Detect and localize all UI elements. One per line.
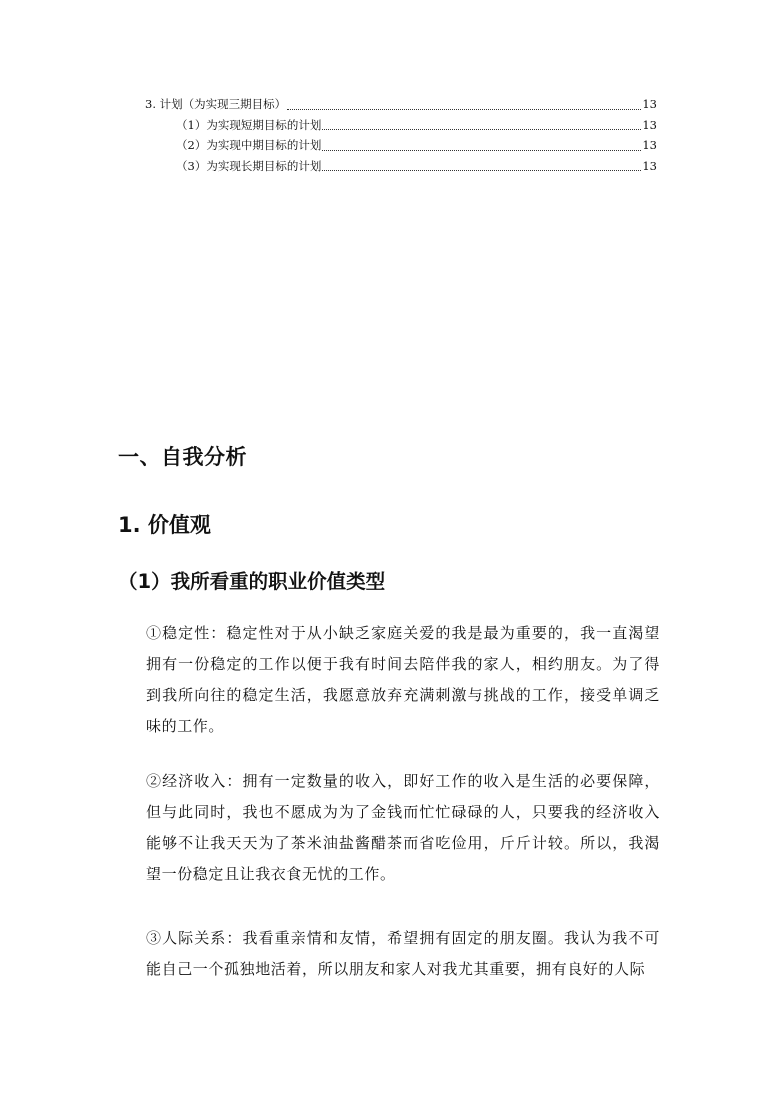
- toc-entry[interactable]: [145, 94, 657, 115]
- toc-entry-title: 3. 计划（为实现三期目标）: [145, 97, 287, 111]
- toc-entry[interactable]: [145, 115, 657, 136]
- subsubsection-heading: （1）我所看重的职业价值类型: [118, 570, 386, 593]
- paragraph-stability: ①稳定性：稳定性对于从小缺乏家庭关爱的我是最为重要的，我一直渴望拥有一份稳定的工作以便于我有时间去陪伴我的家人，相约朋友。为了得到我所向往的稳定生活，我愿意放弃充满刺激与挑战的工作，接受单调乏味的工作。: [146, 624, 660, 735]
- toc-entry-page: 13: [642, 97, 657, 111]
- toc-leader-dots: [322, 163, 641, 171]
- toc-entry-title: （3）为实现长期目标的计划: [176, 158, 322, 173]
- section-heading: 一、自我分析: [118, 445, 247, 469]
- table-of-contents: [145, 94, 657, 176]
- toc-entry-page: 13: [642, 138, 657, 152]
- toc-entry[interactable]: [145, 156, 657, 177]
- toc-leader-dots: [287, 102, 641, 110]
- subsection-heading: 1. 价值观: [118, 513, 211, 537]
- toc-entry[interactable]: [145, 135, 657, 156]
- paragraph-income: ②经济收入：拥有一定数量的收入，即好工作的收入是生活的必要保障，但与此同时，我也不愿成为为了金钱而忙忙碌碌的人，只要我的经济收入能够不让我天天为了茶米油盐酱醋茶而省吃俭用，斤斤计较。所以，我渴望一份稳定且让我衣食无忧的工作。: [146, 772, 660, 883]
- toc-entry-page: 13: [642, 117, 657, 132]
- toc-entry-title: （2）为实现中期目标的计划: [176, 138, 322, 152]
- toc-leader-dots: [322, 122, 641, 130]
- toc-entry-page: 13: [642, 158, 657, 173]
- toc-entry-title: （1）为实现短期目标的计划: [176, 117, 322, 132]
- paragraph-relationships: ③人际关系：我看重亲情和友情，希望拥有固定的朋友圈。我认为我不可能自己一个孤独地活着，所以朋友和家人对我尤其重要，拥有良好的人际: [146, 929, 660, 978]
- toc-leader-dots: [322, 143, 641, 151]
